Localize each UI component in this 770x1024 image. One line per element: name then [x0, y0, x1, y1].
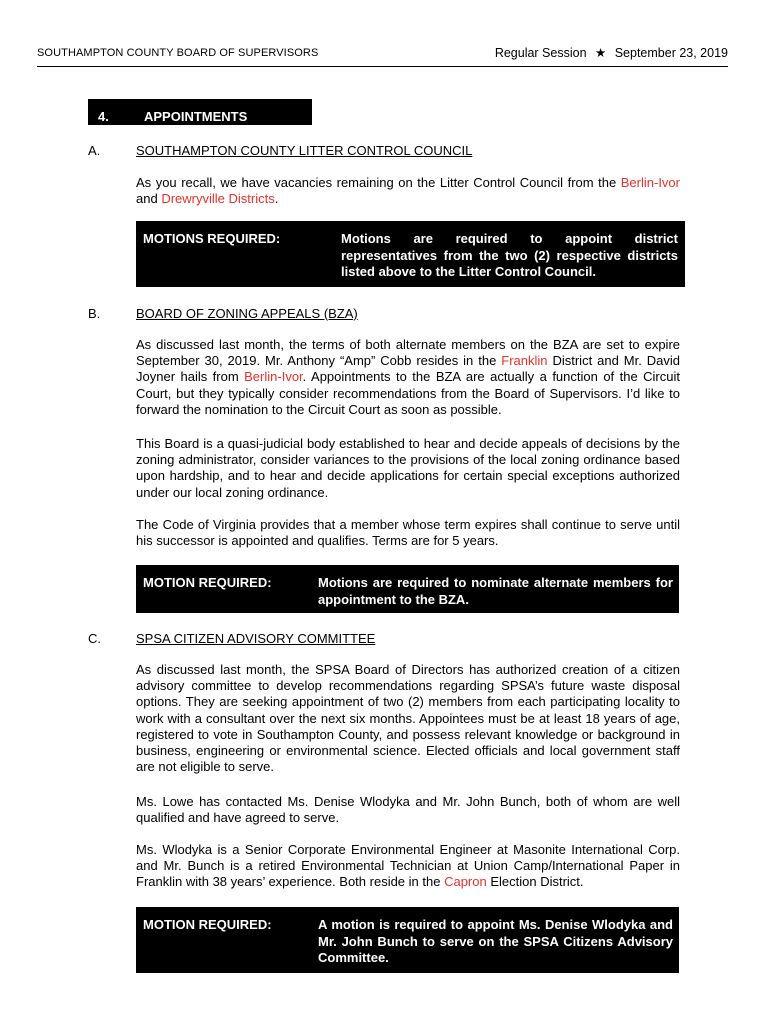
item-c-paragraph-1: As discussed last month, the SPSA Board of Directors has authorized creation of a citizen advisory committee to develop recommendations regarding SPSA’s future waste disposal options. They are seeking appointment of two (2) members from each participating locality to work with a consultant over the next six months. Appointees must be at least 18 years of age, registered to vote in Southampton County, and possess relevant knowledge or background in business, engineering or environmental science. Elected officials and local government staff are not eligible to serve. [136, 662, 680, 775]
item-b-paragraph-2: This Board is a quasi-judicial body established to hear and decide appeals of decisions by the zoning administrator, consider variances to the provisions of the local zoning ordinance based upon hardship, and to hear and decide applications for certain special exceptions authorized under our local zoning ordinance. [136, 436, 680, 500]
item-c-motion-box [136, 907, 679, 973]
district-berlin-ivor: Berlin-Ivor [244, 369, 303, 385]
header-date: September 23, 2019 [614, 46, 728, 60]
motion-text: Motions are required to nominate alternate members for appointment to the BZA. [318, 575, 673, 607]
district-berlin-ivor: Berlin-Ivor [620, 175, 680, 190]
motion-label: MOTIONS REQUIRED: [143, 231, 281, 246]
motion-label: MOTION REQUIRED: [143, 575, 272, 590]
section-title-bar [88, 99, 312, 125]
item-b-letter: B. [88, 306, 101, 321]
motion-text: Motions are required to appoint district representatives from the two (2) respective districts listed above to the Litter Control Council. [341, 231, 678, 279]
item-a-letter: A. [88, 143, 101, 158]
section-number: 4. [98, 109, 109, 124]
district-drewryville: Drewryville Districts [161, 191, 275, 207]
header-session-date [495, 45, 728, 60]
item-a-heading: SOUTHAMPTON COUNTY LITTER CONTROL COUNCIL [136, 143, 473, 158]
star-icon: ★ [595, 46, 607, 60]
motion-text: A motion is required to appoint Ms. Denise Wlodyka and Mr. John Bunch to serve on the SPSA Citizens Advisory Committee. [318, 917, 673, 965]
motion-label: MOTION REQUIRED: [143, 917, 272, 932]
item-a-paragraph: As you recall, we have vacancies remaining on the Litter Control Council from the Berlin-Ivor and Drewryville Districts. [136, 175, 680, 207]
item-c-paragraph-3: Ms. Wlodyka is a Senior Corporate Environmental Engineer at Masonite International Corp. and Mr. Bunch is a retired Environmental Technician at Union Camp/International Paper in Franklin with 38 years’ experience. Both reside in the Capron Election District. [136, 842, 680, 890]
section-title: APPOINTMENTS [144, 109, 248, 124]
district-franklin: Franklin [501, 353, 548, 369]
page-header [37, 44, 728, 67]
district-capron: Capron [444, 874, 487, 890]
item-b-motion-box [136, 565, 679, 613]
item-a-motion-box [136, 221, 685, 287]
item-b-heading: BOARD OF ZONING APPEALS (BZA) [136, 306, 358, 321]
item-c-heading: SPSA CITIZEN ADVISORY COMMITTEE [136, 631, 376, 646]
item-c-letter: C. [88, 631, 101, 646]
item-b-paragraph-1: As discussed last month, the terms of both alternate members on the BZA are set to expire September 30, 2019. Mr. Anthony “Amp” Cobb resides in the Franklin District and Mr. David Joyner hails from Berlin-Ivor. Appointments to the BZA are actually a function of the Circuit Court, but they typically consider recommendations from the Board of Supervisors. I’d like to forward the nomination to the Circuit Court as soon as possible. [136, 337, 680, 417]
item-c-paragraph-2: Ms. Lowe has contacted Ms. Denise Wlodyka and Mr. John Bunch, both of whom are well qualified and have agreed to serve. [136, 794, 680, 826]
header-session: Regular Session [494, 46, 587, 60]
header-organization: SOUTHAMPTON COUNTY BOARD OF SUPERVISORS [37, 47, 319, 59]
item-b-paragraph-3: The Code of Virginia provides that a member whose term expires shall continue to serve until his successor is appointed and qualifies. Terms are for 5 years. [136, 517, 680, 549]
